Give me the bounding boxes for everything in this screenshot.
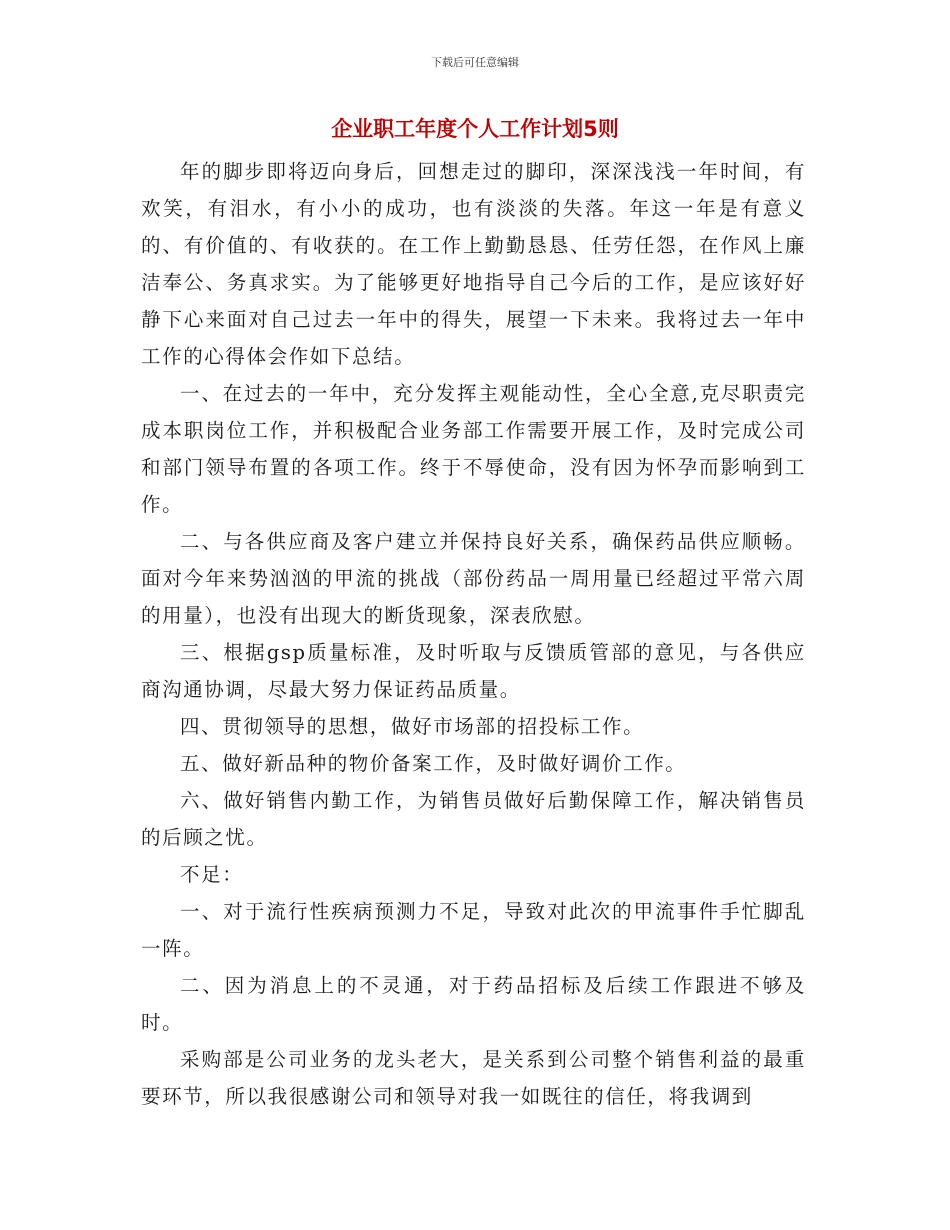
- paragraph-item-6: 六、做好销售内勤工作，为销售员做好后勤保障工作，解决销售员的后顾之忧。: [141, 789, 806, 849]
- paragraph-item-3: 三、根据gsp质量标准，及时听取与反馈质管部的意见，与各供应商沟通协调，尽最大努力保证药品质量。: [141, 641, 806, 701]
- paragraph-item-2: 二、与各供应商及客户建立并保持良好关系，确保药品供应顺畅。面对今年来势汹汹的甲流的挑战（部份药品一周用量已经超过平常六周的用量），也没有出现大的断货现象，深表欣慰。: [141, 530, 806, 627]
- document-title: 企业职工年度个人工作计划5则: [331, 117, 619, 141]
- paragraph-purchasing: 采购部是公司业务的龙头老大，是关系到公司整个销售利益的最重要环节，所以我很感谢公司和领导对我一如既往的信任，将我调到: [141, 1048, 806, 1108]
- paragraph-shortcoming-1: 一、对于流行性疾病预测力不足，导致对此次的甲流事件手忙脚乱一阵。: [141, 900, 806, 960]
- paragraph-item-1: 一、在过去的一年中，充分发挥主观能动性，全心全意,克尽职责完成本职岗位工作，并积极配合业务部工作需要开展工作，及时完成公司和部门领导布置的各项工作。终于不辱使命，没有因为怀孕而影响到工作。: [141, 382, 806, 516]
- paragraph-intro: 年的脚步即将迈向身后，回想走过的脚印，深深浅浅一年时间，有欢笑，有泪水，有小小的成功，也有淡淡的失落。年这一年是有意义的、有价值的、有收获的。在工作上勤勤恳恳、任劳任怨，在作风上廉洁奉公、务真求实。为了能够更好地指导自己今后的工作，是应该好好静下心来面对自己过去一年中的得失，展望一下未来。我将过去一年中工作的心得体会作如下总结。: [141, 160, 806, 368]
- paragraph-item-5: 五、做好新品种的物价备案工作，及时做好调价工作。: [180, 752, 687, 775]
- page-header-note: 下载后可任意编辑: [431, 56, 519, 69]
- paragraph-shortcoming-2: 二、因为消息上的不灵通，对于药品招标及后续工作跟进不够及时。: [141, 974, 806, 1034]
- document-body: [141, 153, 806, 1115]
- paragraph-shortcomings-heading: 不足：: [180, 863, 244, 886]
- paragraph-item-4: 四、贯彻领导的思想，做好市场部的招投标工作。: [180, 715, 645, 738]
